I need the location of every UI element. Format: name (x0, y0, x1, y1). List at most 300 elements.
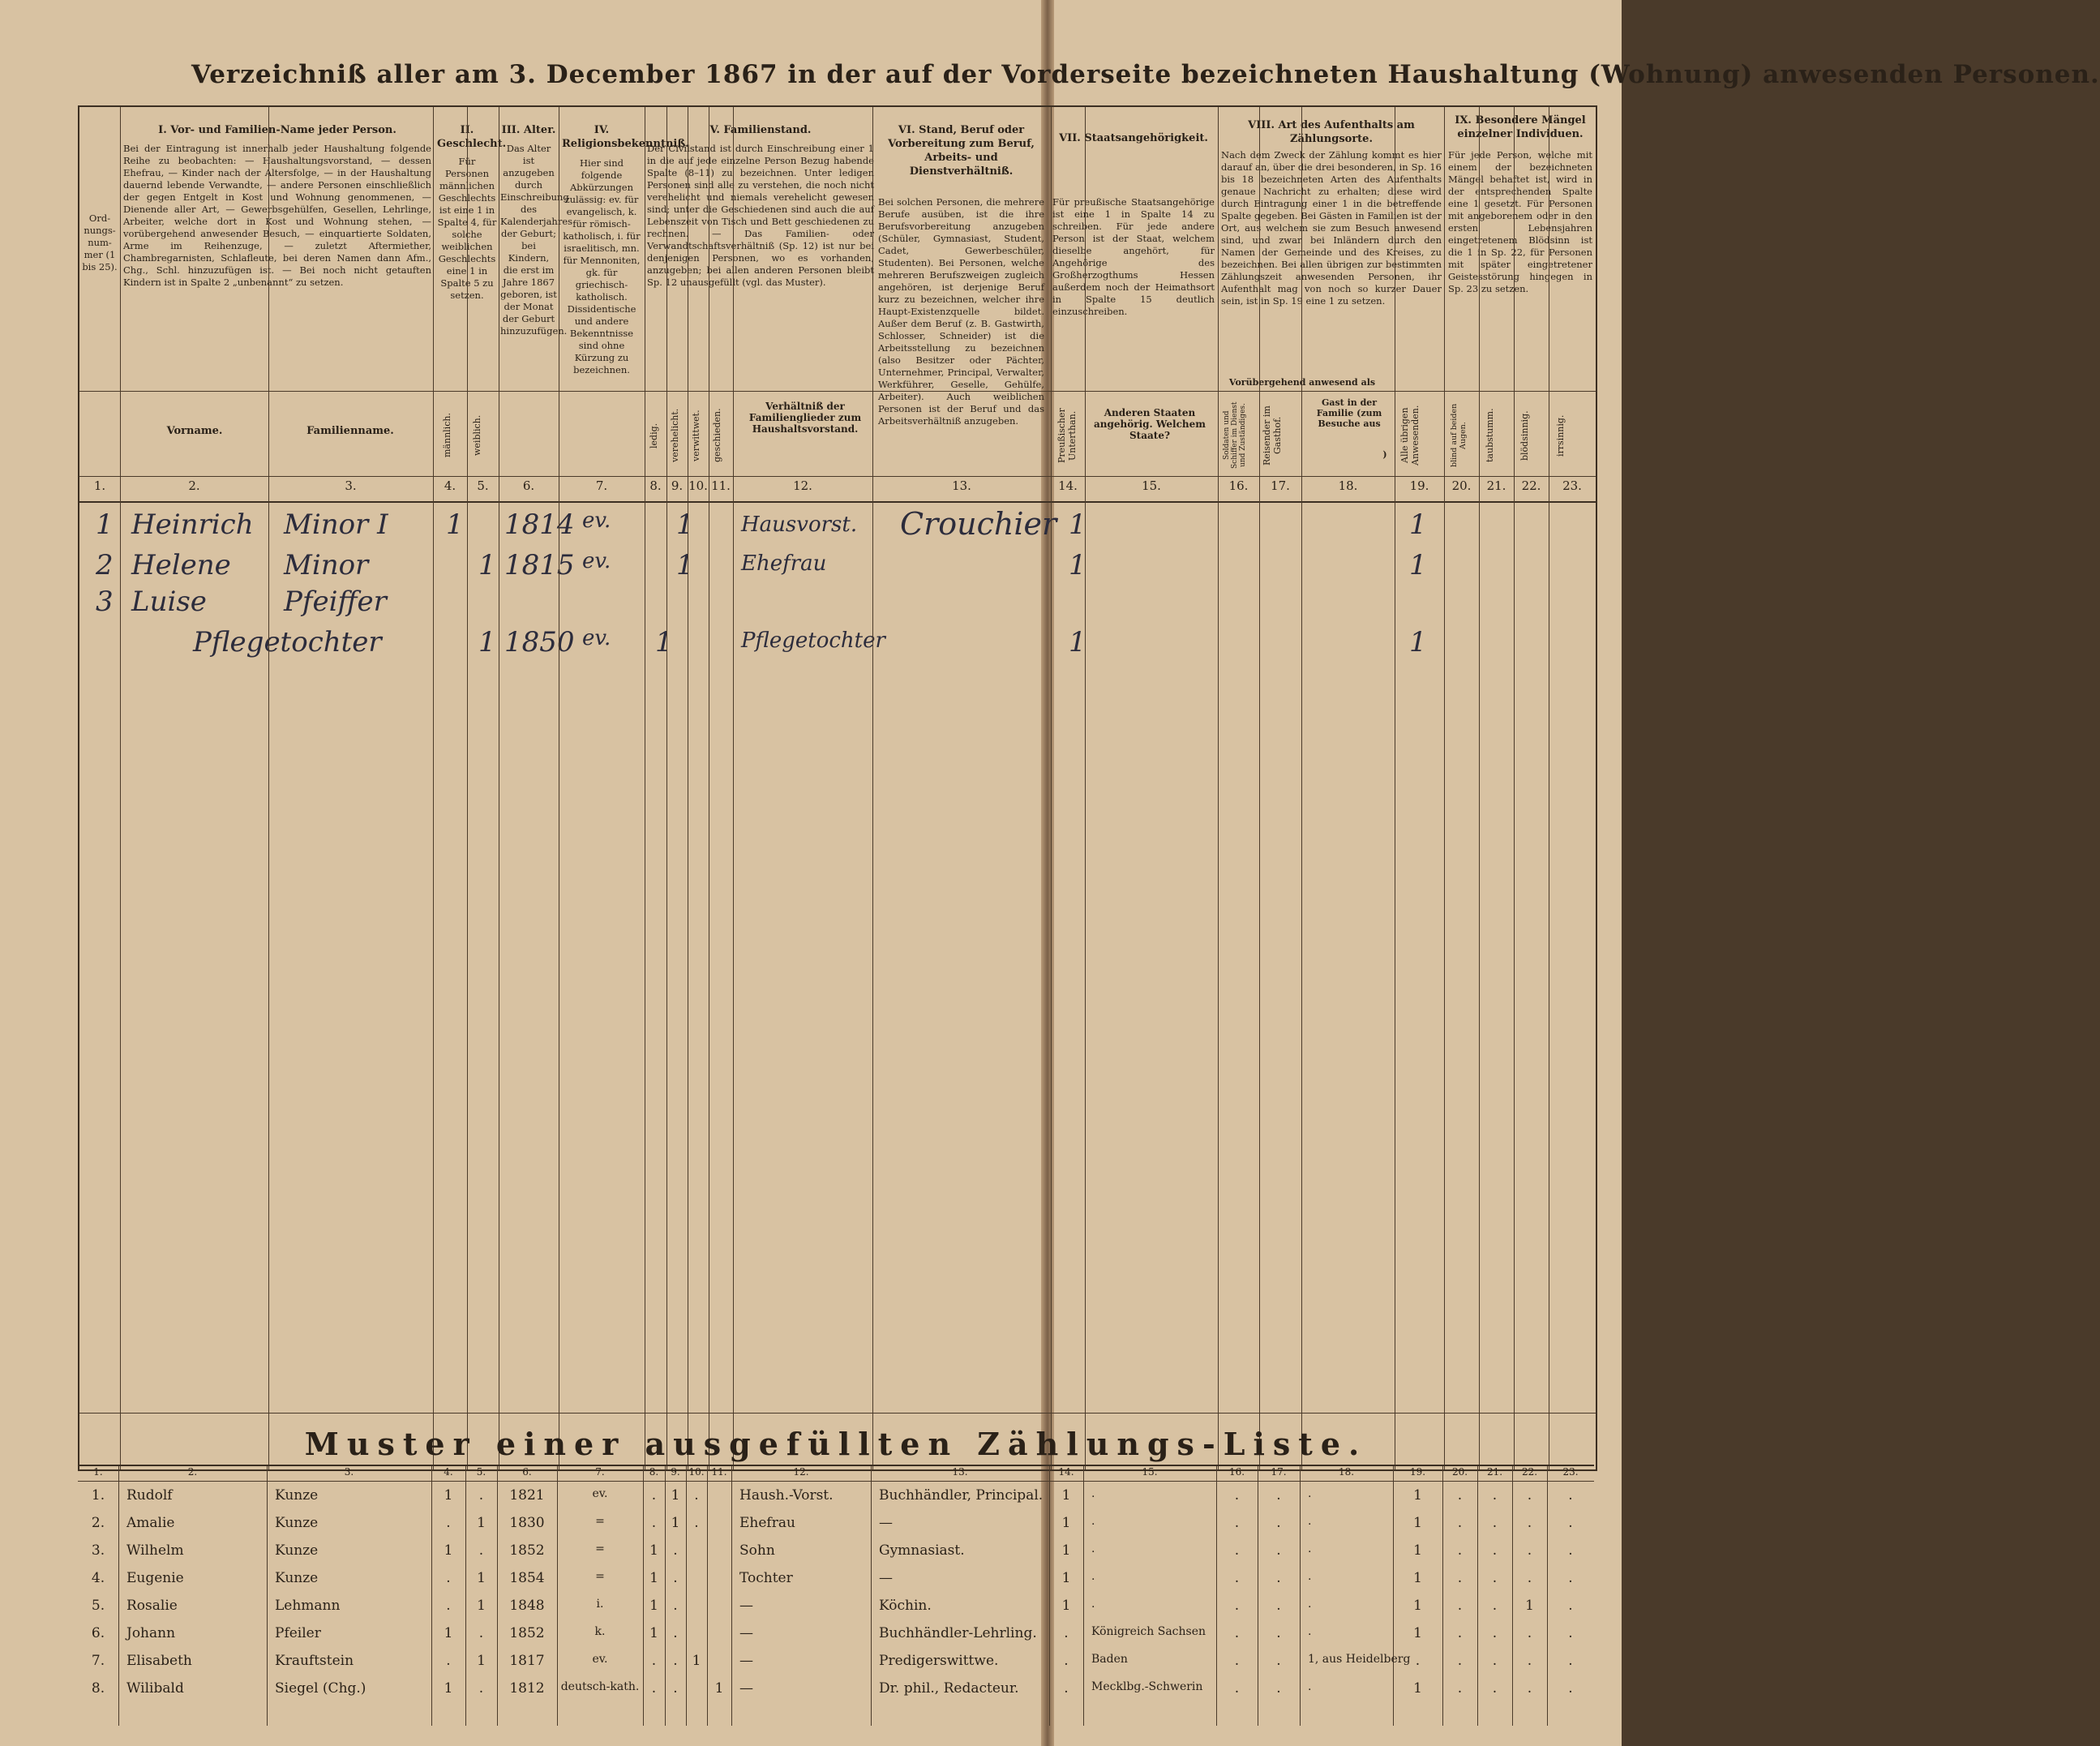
sample-cell-w: 1 (477, 1598, 486, 1614)
sample-cell-w: 1 (477, 1515, 486, 1531)
sample-column-number: 10. (688, 1466, 705, 1478)
sample-cell-w: . (478, 1625, 484, 1641)
column-rule (1218, 107, 1219, 1469)
entry-1-beruf: Crouchier (900, 506, 1057, 542)
sample-cell-rel: i. (596, 1598, 604, 1611)
sample-cell-rel12: Tochter (739, 1570, 793, 1586)
sample-column-number: 6. (522, 1466, 532, 1478)
sample-column-number: 3. (344, 1466, 354, 1478)
column-number: 2. (188, 478, 200, 493)
sample-cell-c21: . (1492, 1653, 1498, 1669)
sample-column-rule (1083, 1466, 1084, 1726)
column-number: 18. (1338, 478, 1358, 493)
sample-cell-jahr: 1848 (509, 1598, 545, 1614)
sample-cell-c14: . (1064, 1653, 1069, 1669)
header-alter: III. Alter. (501, 124, 556, 136)
sample-cell-c17: . (1276, 1653, 1281, 1669)
column-number: 15. (1142, 478, 1161, 493)
header-alter-text: Das Alter ist anzugeben durch Einschreibung des Kalenderjahres der Geburt; bei Kindern, die erst im Jahre 1867 geboren, ist der Monat der Geburt hinzuzufügen. (500, 143, 573, 337)
column-number: 14. (1058, 478, 1078, 493)
sample-cell-beruf: Buchhändler, Principal. (879, 1487, 1044, 1504)
sample-cell-c17: . (1276, 1598, 1281, 1614)
sample-column-number: 23. (1562, 1466, 1579, 1478)
sample-cell-c10: 1 (692, 1653, 701, 1669)
sample-cell-c18: . (1308, 1570, 1312, 1583)
subheader-andere-staaten: Anderen Staaten angehörig. Welchem Staate? (1094, 407, 1206, 441)
sample-cell-c14: 1 (1061, 1570, 1071, 1586)
sample-cell-c9: . (673, 1653, 678, 1669)
column-number: 17. (1271, 478, 1290, 493)
entry-1-preussisch: 1 (1069, 508, 1086, 541)
sample-cell-c23: . (1568, 1515, 1573, 1531)
sample-cell-m: 1 (444, 1625, 453, 1641)
entry-2-vorname: Helene (131, 549, 231, 581)
main-table (78, 105, 1597, 1471)
entry-1-uebrige: 1 (1409, 508, 1427, 541)
sample-cell-c22: . (1527, 1542, 1532, 1559)
sample-cell-rel: deutsch-kath. (560, 1680, 640, 1693)
header-familienstand: V. Familienstand. (709, 124, 812, 136)
column-number: 10. (688, 478, 708, 493)
sample-cell-c18: . (1308, 1487, 1312, 1500)
sample-column-number: 2. (187, 1466, 198, 1478)
sample-cell-nr: 7. (91, 1653, 105, 1669)
subheader-verwittwet: verwittwet. (691, 410, 701, 461)
sample-cell-c20: . (1457, 1625, 1463, 1641)
sample-cell-w: 1 (477, 1653, 486, 1669)
sample-cell-c23: . (1568, 1542, 1573, 1559)
sample-cell-c16: . (1234, 1570, 1240, 1586)
sample-cell-beruf: — (879, 1515, 893, 1531)
sample-column-rule (871, 1466, 872, 1726)
sample-cell-nr: 1. (91, 1487, 105, 1504)
sample-cell-c21: . (1492, 1598, 1498, 1614)
subheader-blind: blind auf beiden Augen. (1450, 403, 1468, 468)
header-aufenthalt: VIII. Art des Aufenthalts am Zählungsorte. (1248, 119, 1415, 145)
sample-cell-c18: 1, aus Heidelberg (1308, 1653, 1411, 1666)
column-rule (1259, 107, 1260, 1469)
body-top-line (79, 501, 1596, 503)
sample-cell-m: . (446, 1515, 451, 1531)
sample-cell-beruf: Dr. phil., Redacteur. (879, 1680, 1019, 1697)
sample-cell-c8: . (651, 1680, 657, 1697)
sample-cell-c17: . (1276, 1487, 1281, 1504)
sample-cell-c22: . (1527, 1515, 1532, 1531)
entry-2-familienname: Minor (284, 549, 369, 581)
column-number-divider (79, 476, 1596, 477)
sample-cell-c16: . (1234, 1542, 1240, 1559)
subheader-geschieden: geschieden. (712, 408, 722, 463)
sample-cell-c18: . (1308, 1680, 1312, 1693)
sample-cell-c21: . (1492, 1542, 1498, 1559)
subheader-ledig: ledig. (649, 423, 659, 448)
sample-cell-c20: . (1457, 1542, 1463, 1559)
sample-cell-nr: 3. (91, 1542, 105, 1559)
header-beruf: VI. Stand, Beruf oder Vorbereitung zum Beruf, Arbeits- und Dienstverhältniß. (888, 124, 1035, 178)
sample-cell-beruf: Predigerswittwe. (879, 1653, 999, 1669)
sample-column-number: 7. (595, 1466, 605, 1478)
sample-cell-c20: . (1457, 1680, 1463, 1697)
sample-cell-c8: . (651, 1487, 657, 1504)
sample-cell-c10: . (694, 1515, 699, 1531)
sample-cell-familienname: Kunze (275, 1487, 319, 1504)
sample-column-number: 22. (1521, 1466, 1538, 1478)
sample-cell-c20: . (1457, 1570, 1463, 1586)
column-rule (1085, 107, 1086, 1469)
sample-cell-c17: . (1276, 1625, 1281, 1641)
sample-cell-c22: . (1527, 1653, 1532, 1669)
column-number: 9. (671, 478, 684, 493)
sample-cell-c20: . (1457, 1598, 1463, 1614)
sample-cell-vorname: Wilhelm (126, 1542, 184, 1559)
sample-cell-c21: . (1492, 1680, 1498, 1697)
sample-column-number: 21. (1486, 1466, 1503, 1478)
sample-cell-rel: = (595, 1542, 605, 1555)
sample-column-number: 20. (1451, 1466, 1468, 1478)
entry-2-religion: ev. (582, 549, 611, 573)
sample-cell-familienname: Lehmann (275, 1598, 341, 1614)
header-staatsangehoerigkeit: VII. Staatsangehörigkeit. (1059, 132, 1208, 144)
column-rule (268, 107, 269, 1469)
sample-cell-c23: . (1568, 1487, 1573, 1504)
header-name: I. Vor- und Familien-Name jeder Person. (158, 124, 396, 136)
column-rule (1301, 107, 1302, 1469)
sample-column-number: 1. (93, 1466, 103, 1478)
column-rule (1514, 107, 1515, 1469)
entry-2-jahr: 1815 (504, 549, 575, 581)
column-rule (666, 107, 667, 1469)
column-number: 11. (711, 478, 731, 493)
sample-cell-c14: . (1064, 1625, 1069, 1641)
sample-column-number: 12. (793, 1466, 809, 1478)
sample-cell-jahr: 1854 (509, 1570, 545, 1586)
column-rule (1051, 107, 1052, 1469)
sample-cell-c16: . (1234, 1653, 1240, 1669)
sample-column-rule (1300, 1466, 1301, 1726)
sample-cell-c10: . (694, 1487, 699, 1504)
entry-1-religion: ev. (582, 508, 611, 533)
sample-cell-vorname: Wilibald (126, 1680, 184, 1697)
entry-1-maennlich: 1 (446, 508, 464, 541)
header-geschlecht: II. Geschlecht. (437, 124, 507, 150)
sample-column-number: 8. (649, 1466, 659, 1478)
entry-2-weiblich: 1 (478, 549, 496, 581)
sample-cell-c11: 1 (714, 1680, 724, 1697)
entry-3-jahr: 1850 (504, 626, 575, 659)
sample-cell-nr: 4. (91, 1570, 105, 1586)
column-rule (733, 107, 734, 1469)
sample-column-number: 18. (1338, 1466, 1355, 1478)
sample-cell-w: . (478, 1680, 484, 1697)
entry-1-verhaeltnis: Hausvorst. (741, 513, 858, 537)
sample-cell-nr: 6. (91, 1625, 105, 1641)
sample-cell-familienname: Kunze (275, 1515, 319, 1531)
sample-cell-rel: ev. (592, 1487, 608, 1500)
sample-column-number: 16. (1228, 1466, 1245, 1478)
entry-1-vorname: Heinrich (131, 508, 254, 541)
sample-cell-c15: Mecklbg.-Schwerin (1091, 1680, 1203, 1693)
sample-cell-c19: 1 (1413, 1598, 1422, 1614)
sample-table (78, 1465, 1594, 1726)
sample-cell-jahr: 1821 (509, 1487, 545, 1504)
sample-cell-c9: . (673, 1625, 678, 1641)
sample-cell-vorname: Johann (126, 1625, 176, 1641)
sample-cell-c14: 1 (1061, 1542, 1071, 1559)
sample-cell-c15: . (1091, 1598, 1095, 1611)
column-number: 6. (522, 478, 535, 493)
sample-cell-m: . (446, 1570, 451, 1586)
sample-cell-c16: . (1234, 1515, 1240, 1531)
sample-cell-c9: 1 (671, 1515, 680, 1531)
sample-cell-c9: . (673, 1598, 678, 1614)
entry-3-preussisch: 1 (1069, 626, 1086, 659)
sample-cell-c22: . (1527, 1570, 1532, 1586)
header-geschlecht-text: Für Personen männlichen Geschlechts ist eine 1 in Spalte 4, für solche weiblichen Geschlechts eine 1 in Spalte 5 zu setzen. (437, 156, 497, 301)
sample-cell-c21: . (1492, 1487, 1498, 1504)
sample-cell-m: 1 (444, 1680, 453, 1697)
page-title: Verzeichniß aller am 3. December 1867 in der auf der Vorderseite bezeichneten Haushaltung (Wohnung) anwesenden Personen. (191, 60, 2100, 89)
sample-cell-c17: . (1276, 1515, 1281, 1531)
sample-cell-c23: . (1568, 1598, 1573, 1614)
sample-cell-c15: . (1091, 1487, 1095, 1500)
subheader-bloedsinnig: blödsinnig. (1519, 410, 1530, 461)
subheader-soldaten: Soldaten und Schiffer im Dienst und Zuständiges. (1223, 401, 1247, 470)
sample-cell-rel: ev. (592, 1653, 608, 1666)
sample-cell-c23: . (1568, 1625, 1573, 1641)
column-number: 21. (1486, 478, 1506, 493)
sample-cell-familienname: Siegel (Chg.) (275, 1680, 366, 1697)
sample-cell-c15: Königreich Sachsen (1091, 1625, 1206, 1638)
sample-column-rule (267, 1466, 268, 1726)
header-maengel-text: Für jede Person, welche mit einem der bezeichneten Mängel behaftet ist, wird in der entsprechenden Spalte eine 1 gesetzt. Für Personen mit angeborenem oder in den ersten Lebensjahren eingetretenem Blödsinn ist die 1 in Sp. 22, für Personen mit später eingetretener Geistesstörung hingegen in Sp. 23 zu setzen. (1448, 149, 1592, 294)
sample-column-rule (731, 1466, 732, 1726)
sample-cell-jahr: 1852 (509, 1542, 545, 1559)
header-maengel: IX. Besondere Mängel einzelner Individuen. (1455, 114, 1586, 140)
column-number: 5. (477, 478, 489, 493)
subheader-weiblich: weiblich. (472, 414, 482, 457)
sample-cell-c22: . (1527, 1625, 1532, 1641)
sample-cell-c8: 1 (649, 1542, 658, 1559)
column-number: 22. (1521, 478, 1541, 493)
subheader-verehelicht: verehelicht. (670, 408, 680, 463)
sample-cell-c21: . (1492, 1515, 1498, 1531)
sample-cell-jahr: 1830 (509, 1515, 545, 1531)
sample-column-number: 11. (711, 1466, 727, 1478)
column-rule (120, 107, 121, 1469)
sample-title: Muster einer ausgefüllten Zählungs-Liste. (304, 1426, 1368, 1462)
sample-column-number: 19. (1409, 1466, 1426, 1478)
header-name-text: Bei der Eintragung ist innerhalb jeder Haushaltung folgende Reihe zu beobachten: — Haushaltungsvorstand, — dessen Ehefrau, — Kinder nach der Altersfolge, — in der Haushaltung dauernd lebende Verwandte, — andere Personen einschließlich der gegen Entgelt in Kost und Wohnung genommenen, — Dienende aller Art, — Gewerbsgehülfen, Gesellen, Lehrlinge, Arbeiter, welche dort in Kost und Wohnung stehen, — vorübergehend anwesender Besuch, — einquartierte Soldaten, Arme im Reihenzuge, — zuletzt Aftermiether, Chambregarnisten, Schlafleute, bei deren Namen dann Afm., Chg., Schl. hinzuzufügen ist. — Bei noch nicht getauften Kindern ist in Spalte 2 „unbenannt“ zu setzen. (123, 143, 431, 288)
sample-cell-c18: . (1308, 1625, 1312, 1638)
sample-cell-c20: . (1457, 1487, 1463, 1504)
sample-cell-familienname: Kunze (275, 1570, 319, 1586)
sample-cell-c19: 1 (1413, 1570, 1422, 1586)
sample-cell-rel: = (595, 1570, 605, 1583)
sample-cell-c16: . (1234, 1487, 1240, 1504)
sample-cell-nr: 2. (91, 1515, 105, 1531)
sample-cell-c19: 1 (1413, 1680, 1422, 1697)
sample-cell-c22: . (1527, 1487, 1532, 1504)
entry-1-verehelicht: 1 (676, 508, 694, 541)
subheader-vorname: Vorname. (166, 425, 223, 437)
sample-column-number: 15. (1142, 1466, 1158, 1478)
sample-cell-c9: . (673, 1570, 678, 1586)
sample-cell-beruf: Buchhändler-Lehrling. (879, 1625, 1037, 1641)
body-bottom-line (79, 1413, 1596, 1414)
entry-2-uebrige: 1 (1409, 549, 1427, 581)
sample-cell-beruf: Köchin. (879, 1598, 932, 1614)
sample-cell-c23: . (1568, 1680, 1573, 1697)
sample-cell-c19: 1 (1413, 1625, 1422, 1641)
sample-cell-c14: 1 (1061, 1487, 1071, 1504)
sample-header-rule (78, 1481, 1594, 1482)
entry-3-verhaeltnis: Pflegetochter (741, 628, 885, 653)
sample-cell-c17: . (1276, 1680, 1281, 1697)
sample-cell-c8: 1 (649, 1625, 658, 1641)
sample-cell-beruf: — (879, 1570, 893, 1586)
sample-cell-familienname: Krauftstein (275, 1653, 354, 1669)
sample-cell-rel12: — (739, 1653, 753, 1669)
column-number: 8. (649, 478, 662, 493)
entry-2-nr: 2 (96, 549, 114, 581)
sample-cell-c16: . (1234, 1680, 1240, 1697)
sample-cell-m: 1 (444, 1487, 453, 1504)
sample-column-number: 9. (671, 1466, 680, 1478)
sample-cell-beruf: Gymnasiast. (879, 1542, 965, 1559)
column-number: 19. (1409, 478, 1429, 493)
sample-cell-c19: 1 (1413, 1515, 1422, 1531)
column-number: 4. (444, 478, 456, 493)
sample-cell-rel12: — (739, 1625, 753, 1641)
sample-cell-c20: . (1457, 1515, 1463, 1531)
sample-cell-m: . (446, 1598, 451, 1614)
subheader-irrsinnig: irrsinnig. (1555, 414, 1566, 457)
sample-cell-c18: . (1308, 1542, 1312, 1555)
sample-cell-c22: . (1527, 1680, 1532, 1697)
subheader-voruebergehend: Vorübergehend anwesend als (1228, 377, 1376, 388)
sample-cell-c8: 1 (649, 1570, 658, 1586)
column-number: 7. (595, 478, 608, 493)
sample-cell-w: . (478, 1487, 484, 1504)
header-aufenthalt-text: Nach dem Zweck der Zählung kommt es hier darauf an, über die drei besonderen, in Sp. 16 bis 18 bezeichneten Arten des Aufenthalts genaue Nachricht zu erhalten; diese wird durch Eintragung einer 1 in die betreffende Spalte gegeben. Bei Gästen in Familien ist der Ort, aus welchem sie zum Besuch anwesend sind, und zwar bei Inländern durch den Namen der Gemeinde und des Kreises, zu bezeichnen. Bei allen übrigen zur bestimmten Zählungszeit anwesenden Personen, ihr Aufenthalt mag von noch so kurzer Dauer sein, ist in Sp. 19 eine 1 zu setzen. (1221, 149, 1442, 307)
sample-cell-vorname: Rudolf (126, 1487, 173, 1504)
sample-cell-c21: . (1492, 1570, 1498, 1586)
subheader-uebrige: Alle übrigen Anwesenden. (1399, 405, 1421, 466)
sample-cell-rel12: Sohn (739, 1542, 775, 1559)
header-religion-text: Hier sind folgende Abkürzungen zulässig: ev. für evangelisch, k. für römisch-katholisch, i. für israelitisch, mn. für Mennoniten, gk. für griechisch-katholisch. Dissidentische und andere Bekenntnisse sind ohne Kürzung zu bezeichnen. (563, 157, 641, 375)
sample-cell-c9: . (673, 1680, 678, 1697)
column-number: 23. (1562, 478, 1582, 493)
entry-2-verhaeltnis: Ehefrau (741, 551, 827, 576)
header-familienstand-text: Der Civilstand ist durch Einschreibung einer 1 in die auf jede einzelne Person Bezug habende Spalte (8–11) zu bezeichnen. Unter ledigen Personen sind alle zu verstehen, die noch nicht verehelicht und niemals verehelicht gewesen sind; unter die Geschiedenen sind auch die auf Lebenszeit von Tisch und Bett geschiedenen zu rechnen. — Das Familien- oder Verwandtschaftsverhältniß (Sp. 12) ist nur bei denjenigen Personen, wo es vorhanden, anzugeben; bei allen anderen Personen bleibt Sp. 12 unausgefüllt (vgl. das Muster). (647, 143, 874, 288)
sample-cell-vorname: Eugenie (126, 1570, 184, 1586)
sample-cell-jahr: 1817 (509, 1653, 545, 1669)
column-rule (1444, 107, 1445, 1469)
sample-cell-rel12: Ehefrau (739, 1515, 795, 1531)
sample-cell-c8: . (651, 1653, 657, 1669)
subheader-verhaeltnis: Verhältniß der Familienglieder zum Haushaltsvorstand. (748, 401, 862, 435)
entry-3-ledig: 1 (655, 626, 673, 659)
entry-2-verehelicht: 1 (676, 549, 694, 581)
sample-cell-c19: 1 (1413, 1542, 1422, 1559)
subheader-gast-close: ) (1382, 449, 1387, 460)
entry-1-nr: 1 (96, 508, 114, 541)
subheader-maennlich: männlich. (442, 413, 452, 458)
sample-cell-vorname: Amalie (126, 1515, 175, 1531)
sample-cell-c17: . (1276, 1570, 1281, 1586)
sample-cell-c23: . (1568, 1570, 1573, 1586)
sample-column-rule (686, 1466, 687, 1726)
sample-cell-familienname: Pfeiler (275, 1625, 321, 1641)
entry-3-vorname-line2: Pflegetochter (193, 626, 382, 659)
column-number: 1. (93, 478, 106, 493)
sample-cell-c8: 1 (649, 1598, 658, 1614)
header-religion: IV. Religionsbekenntniß. (562, 124, 689, 150)
entry-1-jahr: 1814 (504, 508, 575, 541)
entry-3-weiblich: 1 (478, 626, 496, 659)
sample-cell-vorname: Rosalie (126, 1598, 178, 1614)
sample-cell-jahr: 1852 (509, 1625, 545, 1641)
subheader-reisende: Reisender im Gasthof. (1262, 405, 1283, 465)
sample-cell-nr: 8. (91, 1680, 105, 1697)
sample-cell-c14: 1 (1061, 1598, 1071, 1614)
column-number: 16. (1228, 478, 1249, 493)
header-ordnungsnummer: Ord-nungs-num-mer (1 bis 25). (82, 212, 118, 272)
sample-cell-m: 1 (444, 1542, 453, 1559)
column-number: 3. (345, 478, 357, 493)
sample-cell-c15: . (1091, 1515, 1095, 1528)
sample-cell-rel12: Haush.-Vorst. (739, 1487, 834, 1504)
sample-cell-c20: . (1457, 1653, 1463, 1669)
sample-column-rule (118, 1466, 119, 1726)
sample-cell-rel: = (595, 1515, 605, 1528)
sample-column-number: 13. (952, 1466, 968, 1478)
sample-cell-c15: Baden (1091, 1653, 1128, 1666)
column-rule (1479, 107, 1480, 1469)
sample-cell-rel12: — (739, 1680, 753, 1697)
column-number: 12. (793, 478, 812, 493)
sample-cell-c16: . (1234, 1625, 1240, 1641)
sample-cell-rel: k. (594, 1625, 606, 1638)
column-rule (433, 107, 434, 1469)
sample-cell-c21: . (1492, 1625, 1498, 1641)
entry-3-uebrige: 1 (1409, 626, 1427, 659)
sample-cell-c19: 1 (1413, 1487, 1422, 1504)
sample-cell-c9: . (673, 1542, 678, 1559)
column-rule (872, 107, 873, 1469)
sample-cell-w: 1 (477, 1570, 486, 1586)
sample-column-number: 17. (1271, 1466, 1287, 1478)
sample-cell-jahr: 1812 (509, 1680, 545, 1697)
sample-column-number: 4. (444, 1466, 453, 1478)
sample-cell-c17: . (1276, 1542, 1281, 1559)
entry-2-preussisch: 1 (1069, 549, 1086, 581)
sample-cell-rel12: — (739, 1598, 753, 1614)
sample-column-number: 14. (1058, 1466, 1074, 1478)
entry-3-familienname: Pfeiffer (284, 586, 387, 618)
header-staatsangehoerigkeit-text: Für preußische Staatsangehörige ist eine 1 in Spalte 14 zu schreiben. Für jede andere Person ist der Staat, welchem dieselbe angehört, für Angehörige des Großherzogthums Hessen außerdem noch der Heimathsort in Spalte 15 deutlich einzuschreiben. (1052, 196, 1215, 317)
header-divider (79, 391, 1596, 392)
sample-cell-c23: . (1568, 1653, 1573, 1669)
sample-cell-familienname: Kunze (275, 1542, 319, 1559)
sample-cell-c18: . (1308, 1515, 1312, 1528)
entry-3-nr: 3 (96, 586, 114, 618)
sample-cell-c9: 1 (671, 1487, 680, 1504)
column-rule (467, 107, 468, 1469)
sample-cell-c18: . (1308, 1598, 1312, 1611)
column-number: 20. (1451, 478, 1472, 493)
entry-1-familienname: Minor I (284, 508, 388, 541)
